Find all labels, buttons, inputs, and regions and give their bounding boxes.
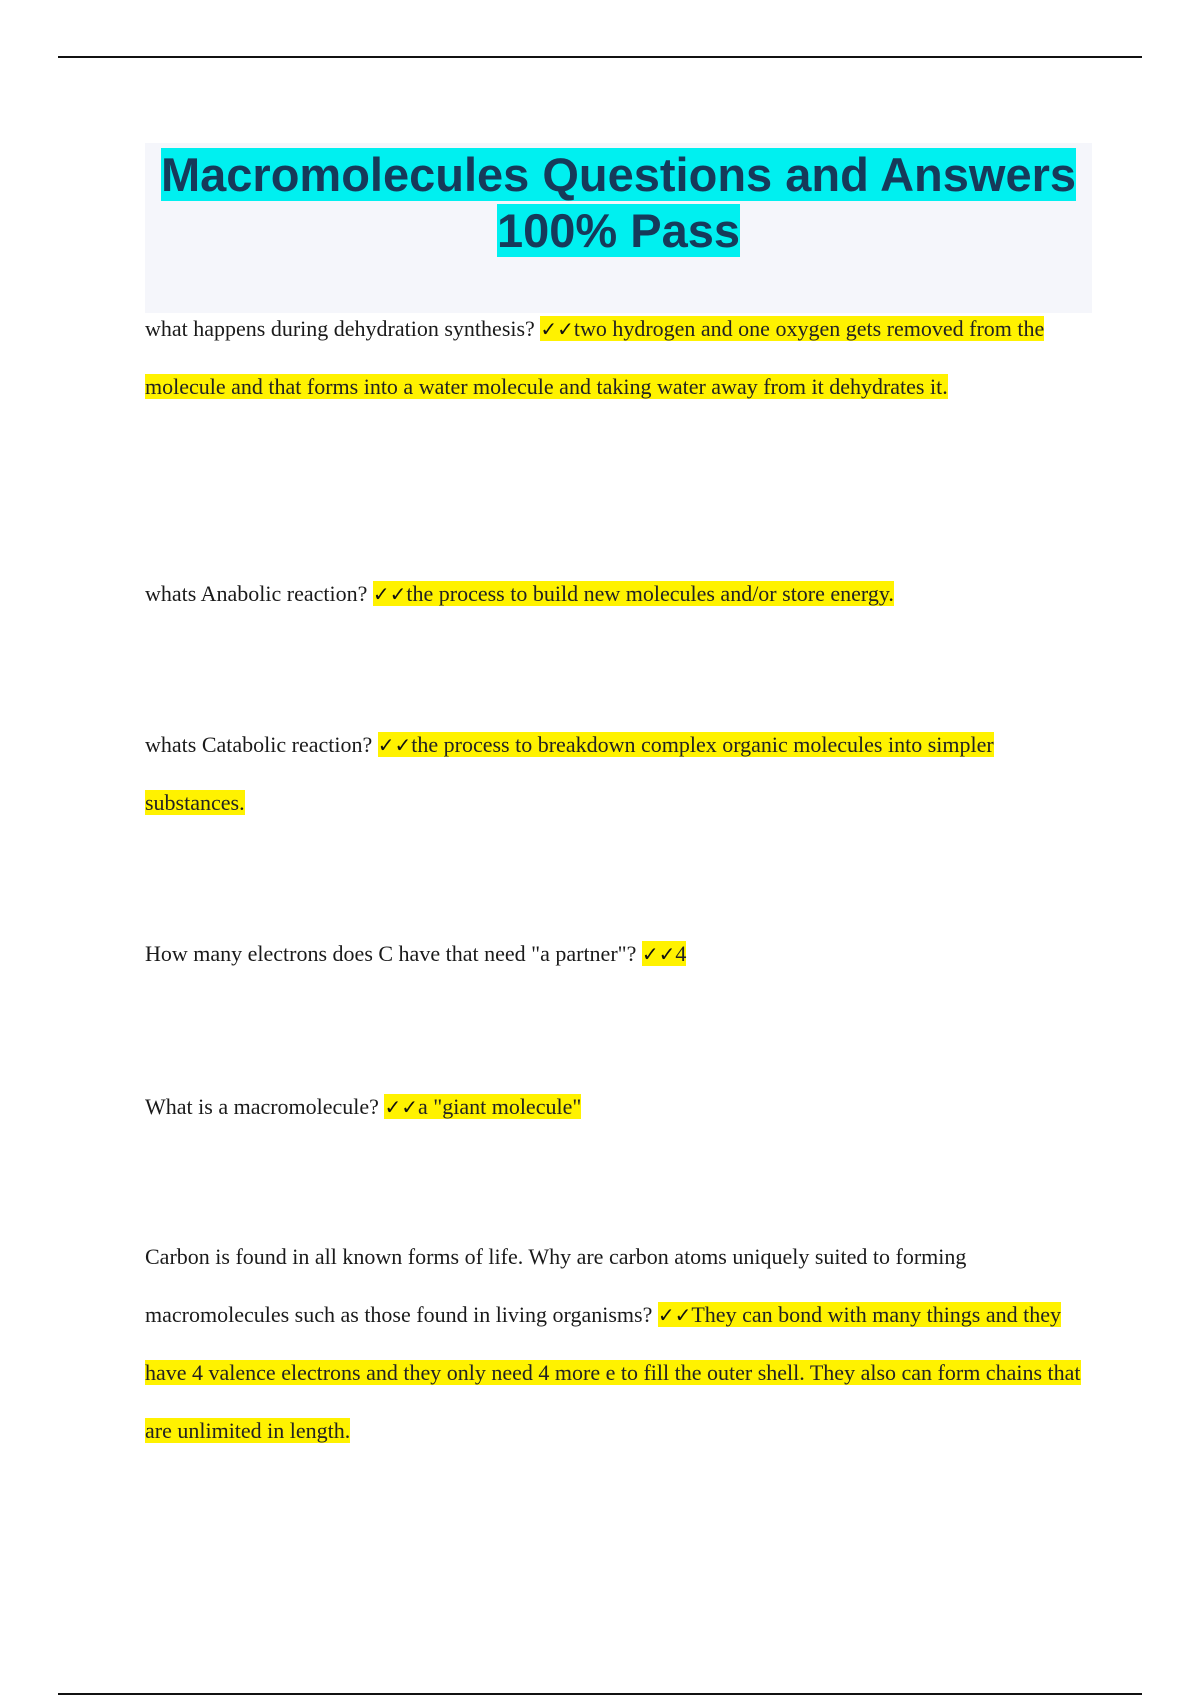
question-text: whats Anabolic reaction?	[145, 581, 373, 606]
qa-item-anabolic	[145, 565, 1090, 623]
qa-item-carbon-suited	[145, 1228, 1090, 1460]
answer-text: 4	[675, 941, 687, 966]
double-check-icon: ✓✓	[384, 1095, 418, 1119]
qa-item-carbon-electrons	[145, 925, 1090, 983]
title-line-2: 100% Pass	[496, 204, 741, 257]
double-check-icon: ✓✓	[641, 942, 676, 966]
answer-highlight	[373, 581, 894, 606]
footer-rule	[58, 1693, 1142, 1695]
title-line-1: Macromolecules Questions and Answers	[160, 148, 1077, 201]
answer-highlight	[384, 1094, 581, 1119]
question-text: whats Catabolic reaction?	[145, 732, 378, 757]
answer-highlight	[642, 941, 687, 966]
question-text: Carbon is found in all known forms of life. Why are carbon atoms uniquely suited to forming macromolecules such as those found in living organisms?	[145, 1244, 967, 1327]
title-block	[145, 143, 1092, 313]
double-check-icon: ✓✓	[372, 582, 407, 606]
qa-item-macromolecule	[145, 1078, 1090, 1136]
double-check-icon: ✓✓	[657, 1303, 692, 1327]
question-text: How many electrons does C have that need "a partner"?	[145, 941, 642, 966]
qa-item-catabolic	[145, 716, 1090, 832]
double-check-icon: ✓✓	[540, 317, 574, 341]
qa-item-dehydration	[145, 300, 1090, 416]
document-title	[145, 143, 1092, 259]
answer-text: a "giant molecule"	[417, 1094, 582, 1119]
answer-text: two hydrogen and one oxygen gets removed from the molecule and that forms into a water molecule and taking water away from it dehydrates it.	[145, 316, 1045, 399]
answer-text: the process to build new molecules and/or store energy.	[406, 581, 894, 606]
header-rule	[58, 56, 1142, 58]
answer-text: the process to breakdown complex organic molecules into simpler substances.	[145, 732, 994, 815]
double-check-icon: ✓✓	[377, 733, 412, 757]
answer-text: They can bond with many things and they have 4 valence electrons and they only need 4 more e to fill the outer shell. They also can form chains that are unlimited in length.	[145, 1302, 1081, 1443]
question-text: what happens during dehydration synthesis?	[145, 316, 541, 341]
question-text: What is a macromolecule?	[145, 1094, 385, 1119]
